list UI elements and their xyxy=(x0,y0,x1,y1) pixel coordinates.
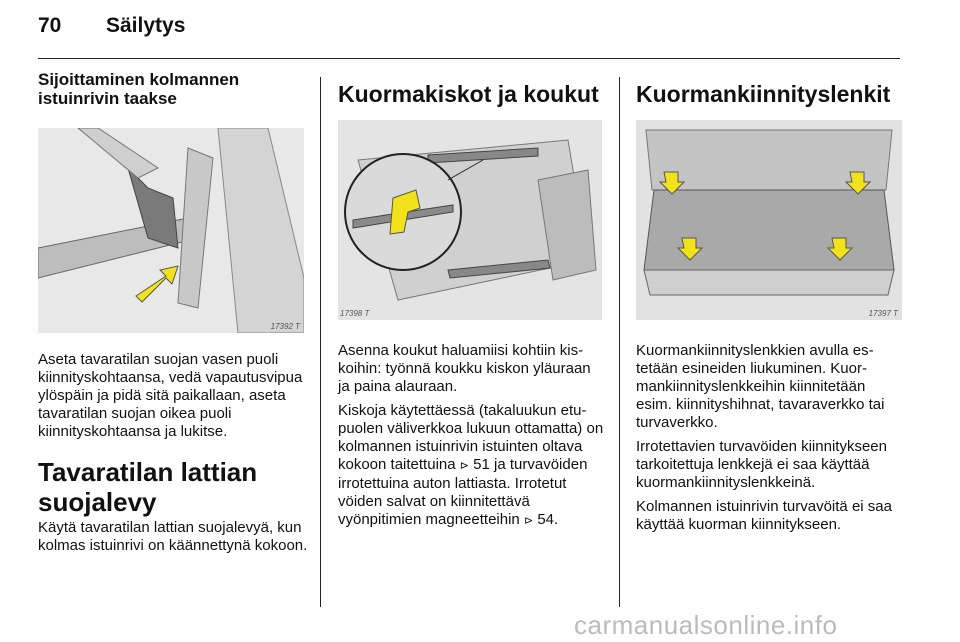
figure-cargo-cover xyxy=(38,128,304,333)
paragraph-text: ja turvavöiden irrotettuina auton lattiasta. Irrotetut vöiden salvat on kiinnitettävä vyönpitimien magneetteihin xyxy=(338,456,588,528)
figure-number: 17398 T xyxy=(340,309,370,318)
section-heading: Kuormankiinnityslenkit xyxy=(636,81,891,107)
paragraph: Aseta tavaratilan suojan vasen puoli kiinnityskohtaansa, vedä vapautusvipua ylöspäin ja pidä sitä paikallaan, aseta tavaratilan suojan oikea puoli kiinnityskohtaansa ja lukitse. xyxy=(38,351,303,440)
paragraph: Kuormankiinnityslenkkien avulla estetään esineiden liukuminen. Kuormankiinnityslenkkeihin kiinnitetään esim. kiinnityshihnat, tavaraverkko tai turvaverkko. xyxy=(636,342,885,431)
illustration-lashing-eyes xyxy=(636,120,902,320)
column-1 xyxy=(38,70,308,561)
reference-page: 54. xyxy=(537,511,559,528)
watermark: carmanualsonline.info xyxy=(574,610,838,640)
page-header xyxy=(38,14,185,38)
figure-number: 17397 T xyxy=(868,309,898,318)
figure-lashing-eyes xyxy=(636,120,902,320)
paragraph: Kolmannen istuinrivin turvavöitä ei saa käyttää kuorman kiinnitykseen. xyxy=(636,498,892,533)
section-heading: Kuormakiskot ja koukut xyxy=(338,81,599,107)
paragraph xyxy=(338,402,604,530)
paragraph: Käytä tavaratilan lattian suojalevyä, kun kolmas istuinrivi on käännettynä kokoon. xyxy=(38,519,308,554)
reference-icon: ⊳ xyxy=(459,460,469,472)
figure-rails-hooks xyxy=(338,120,602,320)
figure-number: 17392 T xyxy=(270,322,300,331)
illustration-cargo-cover xyxy=(38,128,304,333)
paragraph: Asenna koukut haluamiisi kohtiin kiskoihin: työnnä koukku kiskon yläuraan ja paina alauraan. xyxy=(338,342,591,395)
reference-page: 51 xyxy=(473,456,490,473)
paragraph: Irrotettavien turvavöiden kiinnitykseen tarkoitettuja lenkkejä ei saa käyttää kuormankiinnityslenkkeinä. xyxy=(636,438,887,491)
page-title: Säilytys xyxy=(106,14,186,37)
reference-icon: ⊳ xyxy=(523,515,534,527)
column-divider-2 xyxy=(619,77,620,607)
page-number: 70 xyxy=(38,14,62,37)
column-divider-1 xyxy=(320,77,321,607)
section-heading-floor: Tavaratilan lattian suojalevy xyxy=(38,457,258,517)
paragraph-text: Kiskoja käytettäessä (takaluukun etupuolen väliverkkoa lukuun ottamatta) on kolmannen istuinrivin istuinten oltava kokoon taitettuina xyxy=(338,402,604,473)
illustration-rails-hooks xyxy=(338,120,602,320)
column-3 xyxy=(636,80,904,540)
header-divider xyxy=(38,58,900,59)
section-heading: Sijoittaminen kolmannen istuinrivin taakse xyxy=(38,70,240,108)
column-2 xyxy=(338,80,604,536)
